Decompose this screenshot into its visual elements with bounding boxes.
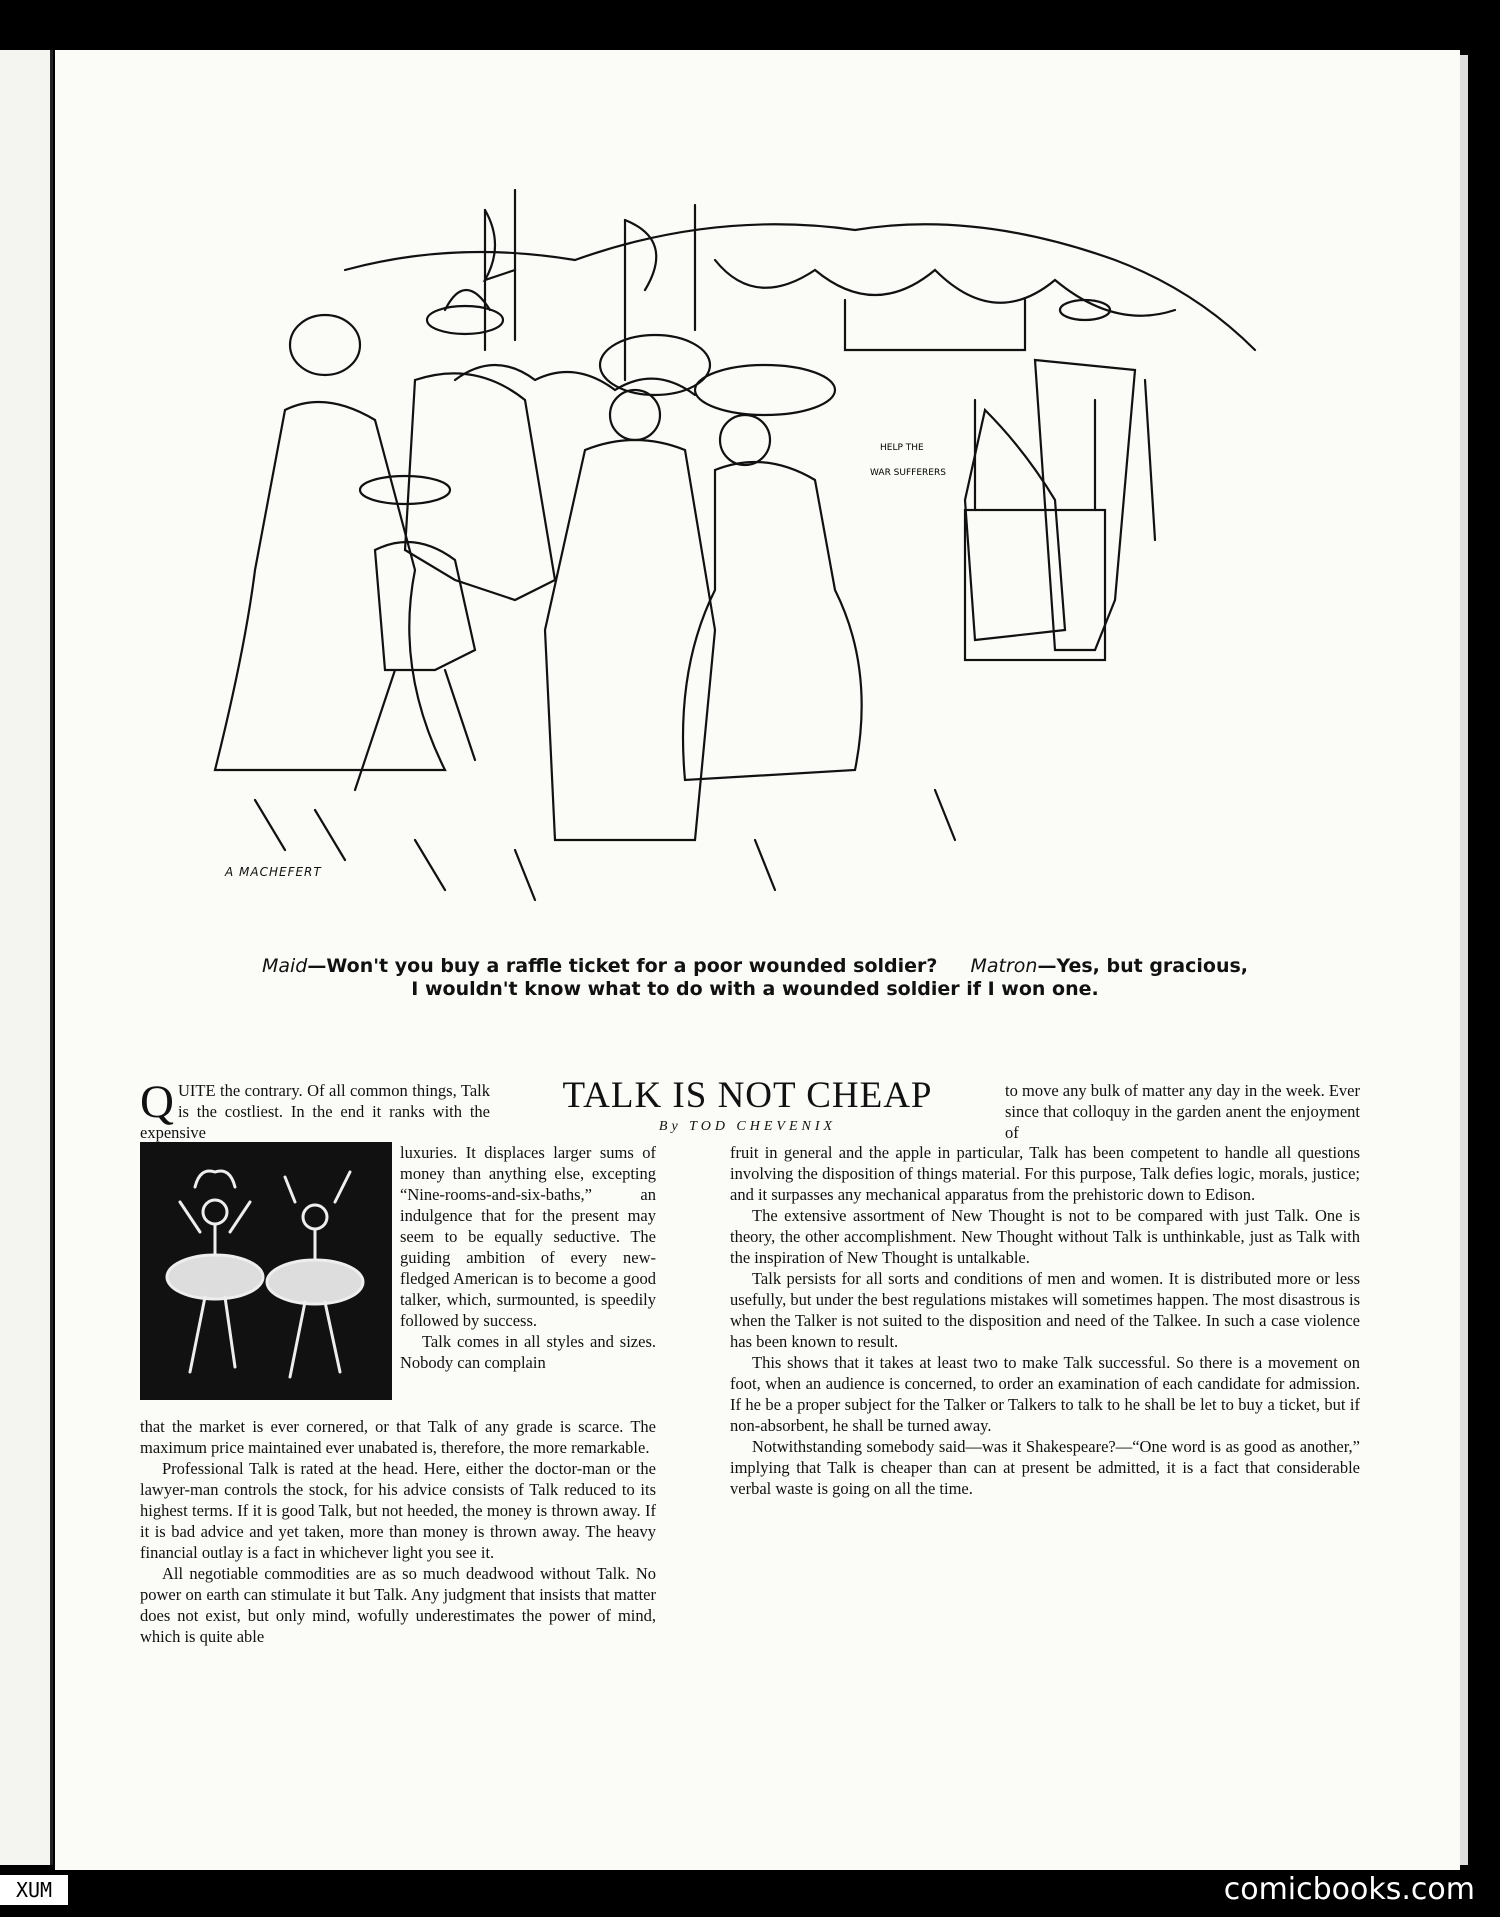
woman-right xyxy=(965,410,1065,640)
paragraph: that the market is ever cornered, or that Talk of any grade is scarce. The maximum price maintained ever unabated is, therefore, the more remarkable. xyxy=(140,1417,656,1457)
article-col2 xyxy=(730,1142,1360,1499)
article-opening xyxy=(140,1076,490,1143)
paragraph: This shows that it takes at least two to make Talk successful. So there is a movement on foot, when an audience is concerned, to order an examination of each candidate for admission. If he be a proper subject for the Talker or Talkers to talk to he shall be let to buy a ticket, but if non-absorbent, he shall be turned away. xyxy=(730,1353,1360,1435)
woman-left-hat xyxy=(290,315,360,375)
bunting-line xyxy=(345,224,1255,350)
facing-page-edge xyxy=(0,50,53,1865)
paragraph: fruit in general and the apple in particular, Talk has been competent to handle all questions involving the disposition of things material. For this purpose, Talk defies logic, morals, justice; and it surpasses any mechanical apparatus from the prehistoric down to Edison. xyxy=(730,1143,1360,1204)
flags xyxy=(485,210,656,290)
magazine-page xyxy=(55,50,1460,1870)
boy-cap xyxy=(360,476,450,504)
dancers-inset-image xyxy=(140,1142,392,1400)
booth-posts xyxy=(975,400,1095,510)
man-right-hat xyxy=(1060,300,1110,320)
article-byline: By TOD CHEVENIX xyxy=(658,1119,837,1134)
bowler-hat xyxy=(427,306,503,334)
dancers-drawing xyxy=(140,1142,392,1400)
article-col1-lower xyxy=(140,1416,656,1647)
booth-sign-2: WAR SUFFERERS xyxy=(870,468,946,478)
opening-text: UITE the contrary. Of all common things, Talk is the costliest. In the end it ranks with the expensive xyxy=(140,1081,490,1142)
caption-line-2: —Yes, but gracious, xyxy=(1037,955,1249,977)
boy-figure xyxy=(355,542,475,790)
drop-cap: Q xyxy=(140,1076,174,1128)
site-watermark: comicbooks.com xyxy=(1223,1872,1475,1907)
paragraph: All negotiable commodities are as so much deadwood without Talk. No power on earth can stimulate it but Talk. Any judgment that insists that matter does not exist, but only mind, wofully underestimates the power of mind, which is quite able xyxy=(140,1564,656,1646)
article-headline: TALK IS NOT CHEAP xyxy=(562,1075,933,1116)
page-edge-shadow xyxy=(1460,55,1468,1865)
caption-line-1: —Won't you buy a raffle ticket for a poor wounded soldier? xyxy=(307,955,938,977)
maid-dress xyxy=(683,462,862,780)
charity-bazaar-illustration xyxy=(155,150,1355,1010)
tent-window xyxy=(845,300,1025,350)
drapery xyxy=(715,260,1175,316)
paragraph: The extensive assortment of New Thought is not to be compared with just Talk. One is theory, the other accomplishment. New Thought without Talk is unthinkable, just as Talk with the inspiration of New Thought is untalkable. xyxy=(730,1206,1360,1267)
paragraph: Professional Talk is rated at the head. Here, either the doctor-man or the lawyer-man controls the stock, for his advice consists of Talk reduced to its highest terms. If it is good Talk, but not heeded, the money is thrown away. If it is bad advice and yet taken, more than money is thrown away. The heavy financial outlay is a fact in whichever light you see it. xyxy=(140,1459,656,1562)
matron-hat xyxy=(600,335,710,395)
ground-hatching xyxy=(255,790,955,900)
paragraph: Talk persists for all sorts and conditions of men and women. It is distributed more or less usefully, but under the best regulations mistakes will sometimes happen. The most disastrous is when the Talker is not suited to the disposition and need of the Talkee. In such a case violence has been known to result. xyxy=(730,1269,1360,1351)
article-col1-beside-image xyxy=(400,1142,656,1373)
paragraph: to move any bulk of matter any day in the week. Ever since that colloquy in the garden anent the enjoyment of xyxy=(1005,1081,1360,1142)
caption-line-3: I wouldn't know what to do with a wounded soldier if I won one. xyxy=(411,978,1099,1000)
matron-head xyxy=(610,390,660,440)
paragraph: Notwithstanding somebody said—was it Shakespeare?—“One word is as good as another,” implying that Talk is cheaper than can at present be admitted, it is a fact that considerable verbal waste is going on all the time. xyxy=(730,1437,1360,1498)
booth xyxy=(965,510,1105,660)
illustration-drawing xyxy=(155,150,1355,1010)
paragraph: Talk comes in all styles and sizes. Nobody can complain xyxy=(400,1332,656,1372)
maid-head xyxy=(720,415,770,465)
booth-sign-1: HELP THE xyxy=(880,443,924,453)
caption-speaker-maid: Maid xyxy=(261,955,308,977)
caption-speaker-matron: Matron xyxy=(970,955,1038,977)
scan-source-label: XUM xyxy=(0,1875,68,1905)
article-col2-top xyxy=(1005,1080,1360,1143)
artist-signature: A MACHEFERT xyxy=(225,865,322,879)
cartoon-caption xyxy=(235,955,1275,1001)
man-coat xyxy=(405,373,555,600)
maid-hat xyxy=(695,365,835,415)
flag-poles xyxy=(485,190,695,380)
paragraph: luxuries. It displaces larger sums of money than anything else, excepting “Nine-rooms-and-six-baths,” an indulgence that for the present may seem to be equally seductive. The guiding ambition of every new-fledged American is to become a good talker, which, surmounted, is speedily followed by success. xyxy=(400,1143,656,1330)
